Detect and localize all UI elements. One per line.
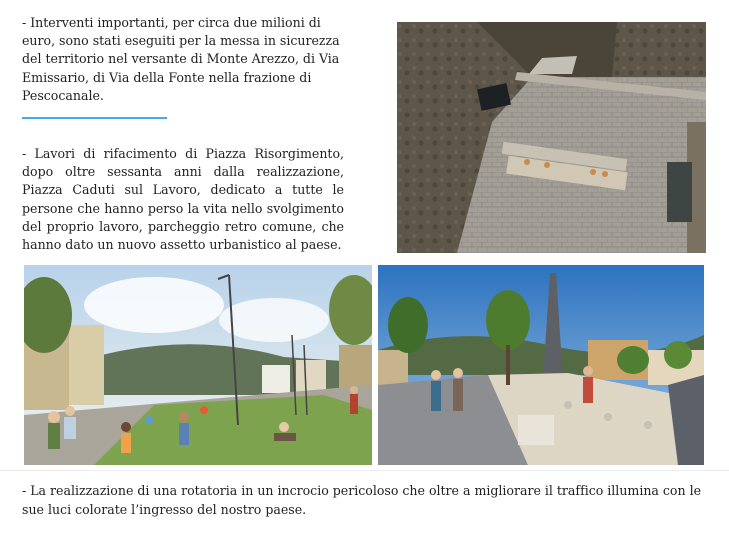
aerial-square-illustration: [397, 22, 706, 253]
piazza-rendering-right: [378, 265, 704, 465]
aerial-square-photo: [397, 22, 706, 253]
piazza-rendering-left: [24, 265, 372, 465]
caption-separator: [0, 470, 729, 471]
section-divider: [22, 117, 167, 119]
park-piazza-illustration: [24, 265, 372, 465]
article-paragraph-1: - Interventi importanti, per circa due milioni di euro, sono stati eseguiti per la messa in sicurezza del territorio nel versante di Monte Arezzo, di Via Emissario, di Via della Fonte nella frazione di Pescocanale.: [22, 15, 340, 103]
article-paragraph-2: - Lavori di rifacimento di Piazza Risorgimento, dopo oltre sessanta anni dalla realizzazione, Piazza Caduti sul Lavoro, dedicato a tutte le persone che hanno perso la vita nello svolgimento del proprio lavoro, parcheggio retro comune, che hanno dato un nuovo assetto urbanistico al paese.: [22, 146, 344, 253]
article-paragraph-3: - La realizzazione di una rotatoria in un incrocio pericoloso che oltre a migliorare il traffico illumina con le sue luci colorate l’ingresso del nostro paese.: [22, 483, 702, 517]
monument-piazza-illustration: [378, 265, 704, 465]
